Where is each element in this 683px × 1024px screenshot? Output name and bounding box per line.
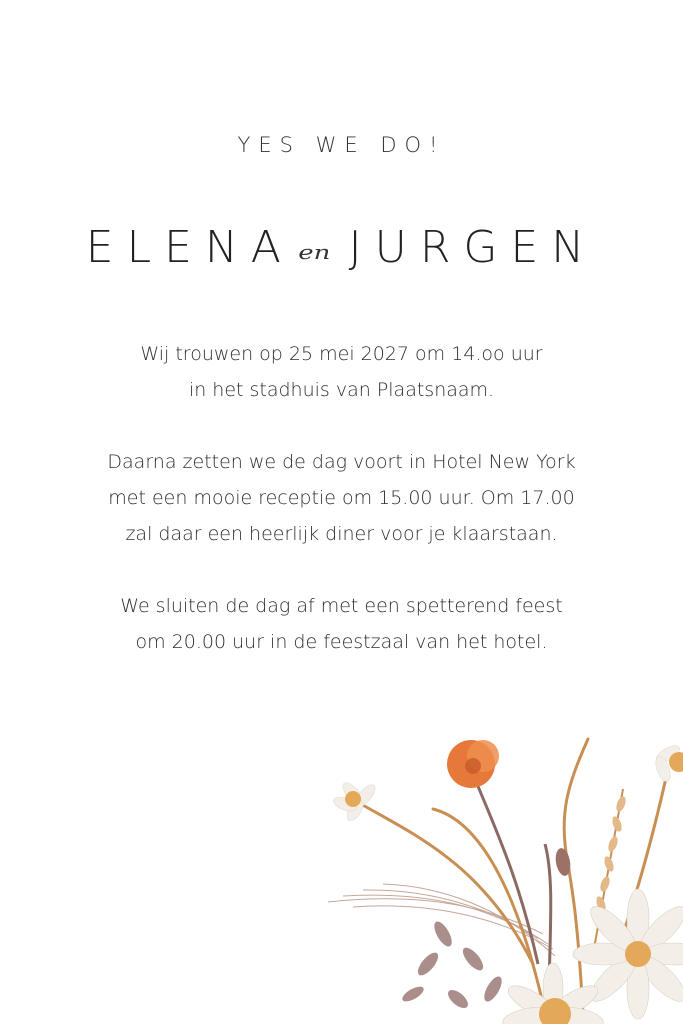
paragraph-line: met een mooie receptie om 15.00 uur. Om 17.00 xyxy=(108,487,575,509)
paragraph-line: zal daar een heerlijk diner voor je klaarstaan. xyxy=(125,523,558,545)
invitation-details xyxy=(0,336,683,696)
bride-name: ELENA xyxy=(85,222,294,273)
edge-daisy xyxy=(653,742,683,783)
paragraph-line: We sluiten de dag af met een spetterend feest xyxy=(120,595,563,617)
paragraph-line: in het stadhuis van Plaatsnaam. xyxy=(188,379,495,401)
bottom-daisy xyxy=(501,963,605,1024)
dried-flower-bouquet-illustration xyxy=(323,724,683,1024)
paragraph-line: om 20.00 uur in de feestzaal van het hotel. xyxy=(135,631,548,653)
small-daisy xyxy=(332,779,379,823)
paragraph-line: Wij trouwen op 25 mei 2027 om 14.oo uur xyxy=(140,343,543,365)
ceremony-paragraph xyxy=(0,336,683,408)
leaves xyxy=(400,919,505,1011)
paragraph-line: Daarna zetten we de dag voort in Hotel New York xyxy=(107,451,576,473)
poppy xyxy=(447,740,572,984)
reception-paragraph xyxy=(0,444,683,552)
names-conjunction: en xyxy=(298,239,331,264)
party-paragraph xyxy=(0,588,683,660)
groom-name: JURGEN xyxy=(348,222,598,273)
couple-names xyxy=(0,222,683,273)
tagline: YES WE DO! xyxy=(237,133,446,157)
